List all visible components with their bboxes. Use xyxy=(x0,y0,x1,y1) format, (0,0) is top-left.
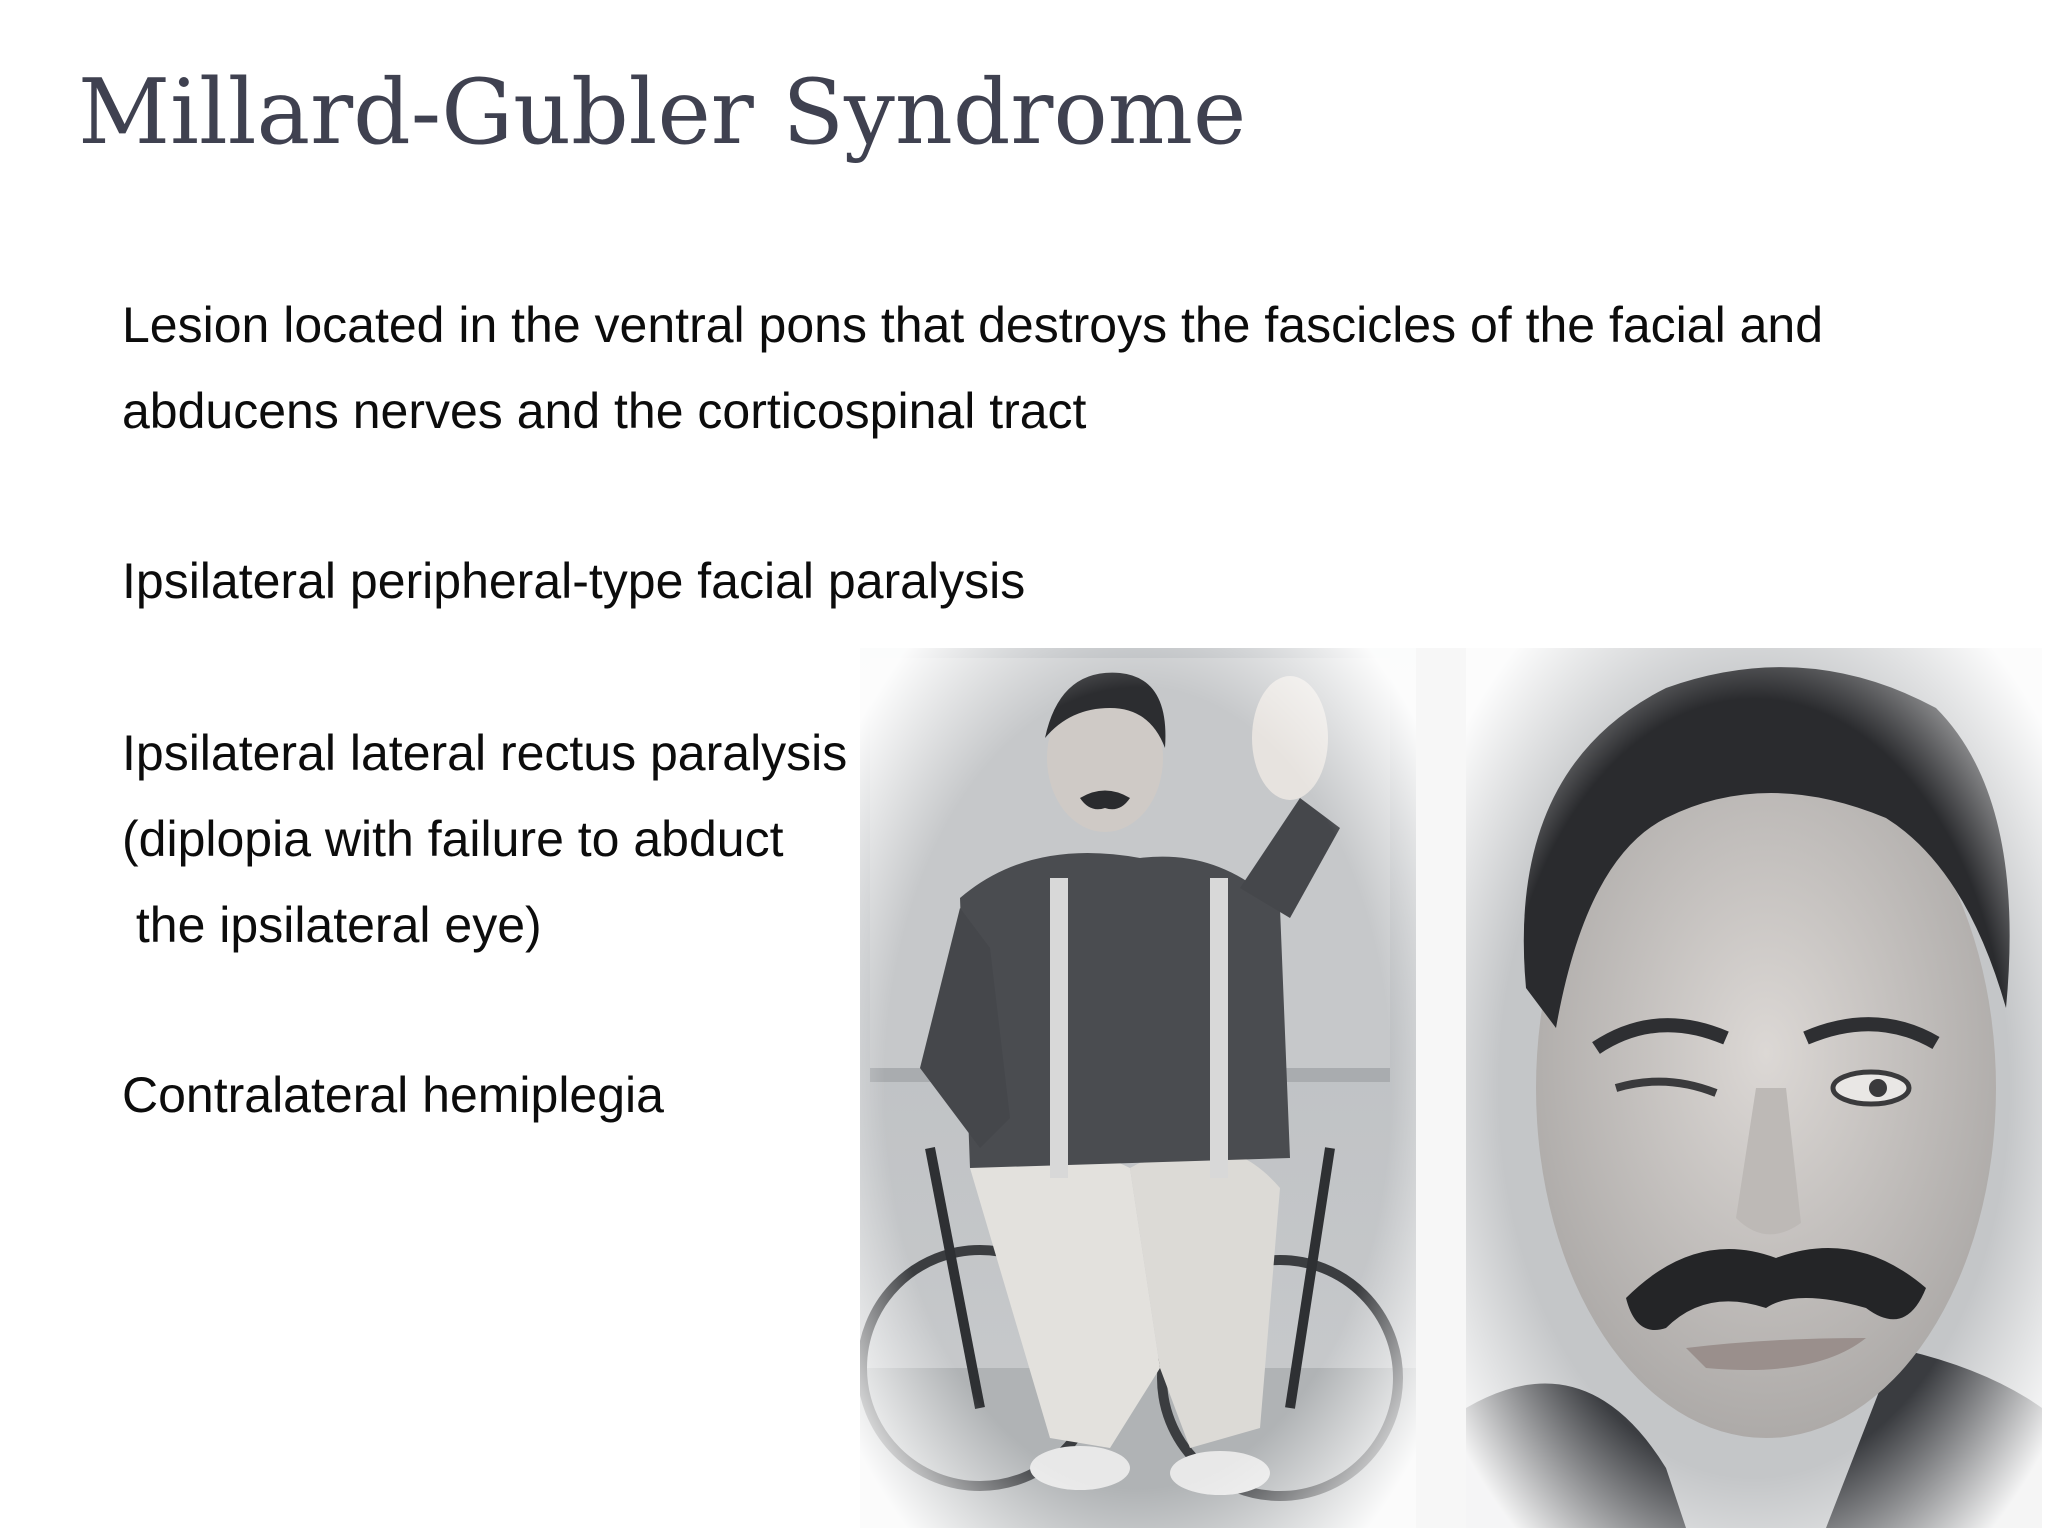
photo-divider xyxy=(1416,648,1466,1528)
paragraph-facial-paralysis xyxy=(122,538,1025,624)
photo-face-illustration xyxy=(1466,648,2042,1528)
paragraph-lateral-rectus xyxy=(122,710,847,968)
photo-patient-face xyxy=(1466,648,2042,1528)
paragraph-line: (diplopia with failure to abduct xyxy=(122,811,784,867)
paragraph-lesion xyxy=(122,282,1823,454)
paragraph-hemiplegia xyxy=(122,1052,664,1138)
paragraph-line: the ipsilateral eye) xyxy=(122,897,542,953)
slide-title: Millard-Gubler Syndrome xyxy=(78,60,1247,165)
paragraph-line: Lesion located in the ventral pons that destroys the fascicles of the facial and xyxy=(122,297,1824,353)
paragraph-line: Ipsilateral peripheral-type facial paralysis xyxy=(122,553,1026,609)
photo-wheelchair-illustration xyxy=(860,648,1416,1528)
paragraph-line: Ipsilateral lateral rectus paralysis xyxy=(122,725,848,781)
photo-patient-wheelchair xyxy=(860,648,1416,1528)
paragraph-line: abducens nerves and the corticospinal tract xyxy=(122,383,1087,439)
paragraph-line: Contralateral hemiplegia xyxy=(122,1067,664,1123)
